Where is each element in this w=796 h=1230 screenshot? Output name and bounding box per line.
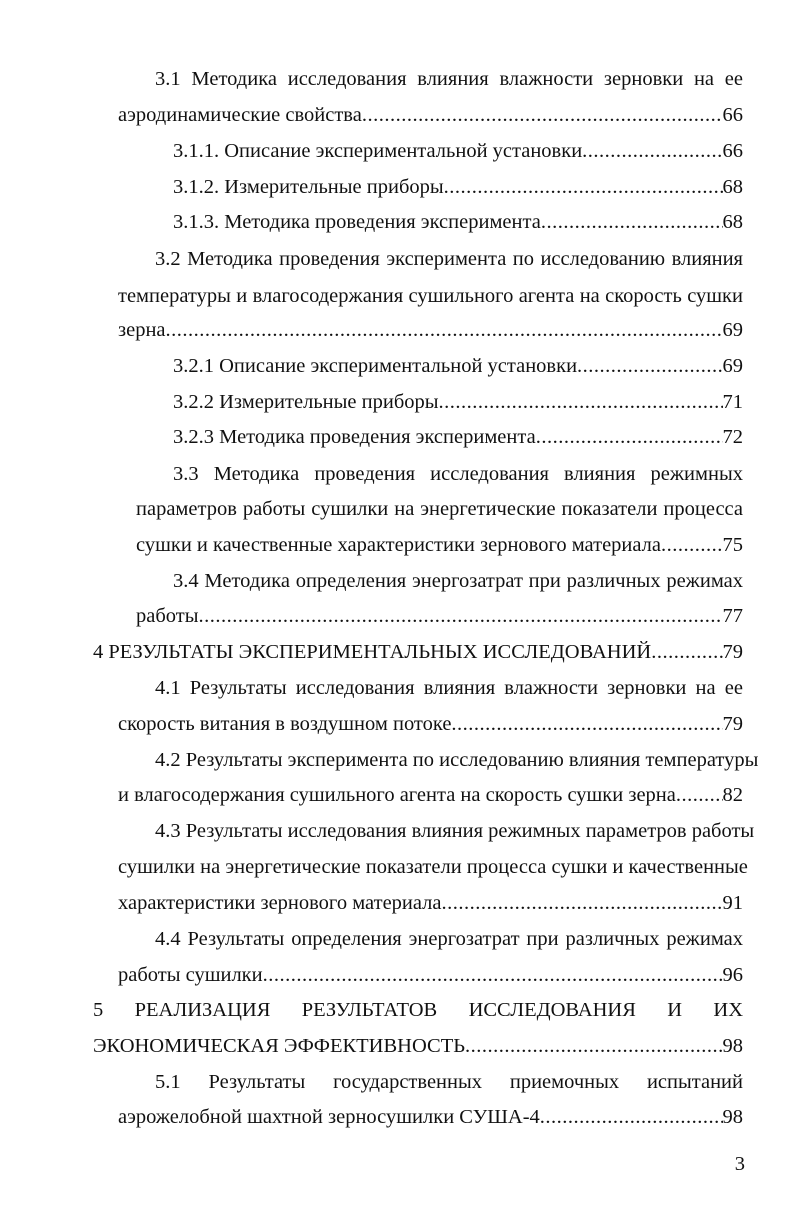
toc-entry-3-2-2[interactable] (173, 387, 743, 417)
toc-entry-title: 3.2.3 Методика проведения эксперимента (173, 426, 536, 448)
toc-entry-4-3-line1: 4.3 Результаты исследования влияния режимных параметров работы (155, 820, 755, 842)
toc-entry-4-3-line2: сушилки на энергетические показатели процесса сушки и качественные (118, 856, 748, 878)
toc-entry-4-2-line2[interactable] (118, 780, 743, 810)
toc-page-number: 66 (722, 140, 743, 162)
toc-entry-3-2-line1: 3.2 Методика проведения эксперимента по исследованию влияния (155, 248, 743, 270)
leader-dots (661, 530, 722, 560)
toc-entry-3-1-3[interactable] (173, 207, 743, 237)
toc-page-number: 75 (722, 534, 743, 556)
toc-entry-3-3-line3[interactable] (136, 530, 743, 560)
toc-entry-3-1-2[interactable] (173, 172, 743, 202)
leader-dots (651, 637, 722, 667)
toc-entry-title: 3.1.1. Описание экспериментальной установки (173, 140, 583, 162)
toc-page-number: 91 (722, 892, 743, 914)
toc-entry-5-1-line2[interactable] (118, 1102, 743, 1132)
toc-entry-3-1-1[interactable] (173, 136, 743, 166)
toc-entry-3-1-line1: 3.1 Методика исследования влияния влажности зерновки на ее (155, 68, 743, 90)
toc-page-number: 69 (722, 355, 743, 377)
toc-entry-4-4-line1: 4.4 Результаты определения энергозатрат при различных режимах (155, 928, 743, 950)
toc-entry-title: зерна (118, 319, 166, 341)
toc-page-number: 79 (722, 713, 743, 735)
toc-entry-title: работы сушилки (118, 964, 263, 986)
toc-entry-title: 4 РЕЗУЛЬТАТЫ ЭКСПЕРИМЕНТАЛЬНЫХ ИССЛЕДОВАНИЙ (93, 641, 652, 663)
toc-page-number: 71 (722, 391, 743, 413)
toc-entry-4[interactable] (93, 637, 743, 667)
toc-entry-title: аэрожелобной шахтной зерносушилки СУША-4 (118, 1106, 540, 1128)
toc-entry-3-2-1[interactable] (173, 351, 743, 381)
toc-entry-title: 3.1.3. Методика проведения эксперимента (173, 211, 541, 233)
toc-entry-title: 3.2.2 Измерительные приборы (173, 391, 439, 413)
toc-page-number: 77 (722, 605, 743, 627)
leader-dots (541, 207, 723, 237)
toc-entry-4-4-line2[interactable] (118, 960, 743, 990)
toc-entry-3-4-line2[interactable] (136, 601, 743, 631)
leader-dots (199, 601, 723, 631)
toc-entry-title: 3.2.1 Описание экспериментальной установки (173, 355, 578, 377)
toc-entry-title: аэродинамические свойства (118, 104, 362, 126)
toc-entry-5-line1: 5 РЕАЛИЗАЦИЯ РЕЗУЛЬТАТОВ ИССЛЕДОВАНИЯ И ИХ (93, 999, 743, 1021)
toc-page-number: 96 (722, 964, 743, 986)
toc-page-number: 98 (722, 1106, 743, 1128)
leader-dots (263, 960, 723, 990)
toc-entry-title: сушки и качественные характеристики зернового материала (136, 534, 662, 556)
leader-dots (166, 315, 723, 345)
leader-dots (577, 351, 722, 381)
toc-entry-4-1-line2[interactable] (118, 709, 743, 739)
toc-entry-4-1-line1: 4.1 Результаты исследования влияния влажности зерновки на ее (155, 677, 743, 699)
toc-entry-3-2-line2: температуры и влагосодержания сушильного агента на скорость сушки (118, 285, 743, 307)
toc-page-number: 66 (722, 104, 743, 126)
toc-page-number: 68 (722, 176, 743, 198)
toc-entry-3-2-line3[interactable] (118, 315, 743, 345)
toc-page-number: 69 (722, 319, 743, 341)
toc-page-number: 72 (722, 426, 743, 448)
toc-entry-3-3-line2: параметров работы сушилки на энергетические показатели процесса (136, 498, 743, 520)
toc-entry-3-1-line2[interactable] (118, 100, 743, 130)
toc-page-number: 82 (722, 784, 743, 806)
toc-entry-3-4-line1: 3.4 Методика определения энергозатрат при различных режимах (173, 570, 743, 592)
leader-dots (540, 1102, 723, 1132)
toc-entry-4-2-line1: 4.2 Результаты эксперимента по исследованию влияния температуры (155, 749, 759, 771)
toc-entry-title: скорость витания в воздушном потоке (118, 713, 452, 735)
leader-dots (465, 1031, 723, 1061)
leader-dots (536, 422, 723, 452)
leader-dots (582, 136, 722, 166)
toc-entry-3-2-3[interactable] (173, 422, 743, 452)
toc-entry-5-line2[interactable] (93, 1031, 743, 1061)
toc-entry-title: и влагосодержания сушильного агента на скорость сушки зерна (118, 784, 676, 806)
leader-dots (451, 709, 722, 739)
toc-page-number: 98 (722, 1035, 743, 1057)
toc-entry-title: 3.1.2. Измерительные приборы (173, 176, 444, 198)
leader-dots (362, 100, 723, 130)
toc-entry-3-3-line1: 3.3 Методика проведения исследования влияния режимных (173, 463, 743, 485)
toc-entry-4-3-line3[interactable] (118, 888, 743, 918)
toc-page-number: 68 (722, 211, 743, 233)
toc-entry-5-1-line1: 5.1 Результаты государственных приемочных испытаний (155, 1071, 743, 1093)
toc-entry-title: работы (136, 605, 199, 627)
leader-dots (444, 172, 723, 202)
toc-page-number: 79 (722, 641, 743, 663)
leader-dots (442, 888, 723, 918)
toc-entry-title: характеристики зернового материала (118, 892, 442, 914)
page-number: 3 (734, 1153, 745, 1175)
leader-dots (676, 780, 723, 810)
leader-dots (439, 387, 723, 417)
toc-entry-title: ЭКОНОМИЧЕСКАЯ ЭФФЕКТИВНОСТЬ (93, 1035, 465, 1057)
